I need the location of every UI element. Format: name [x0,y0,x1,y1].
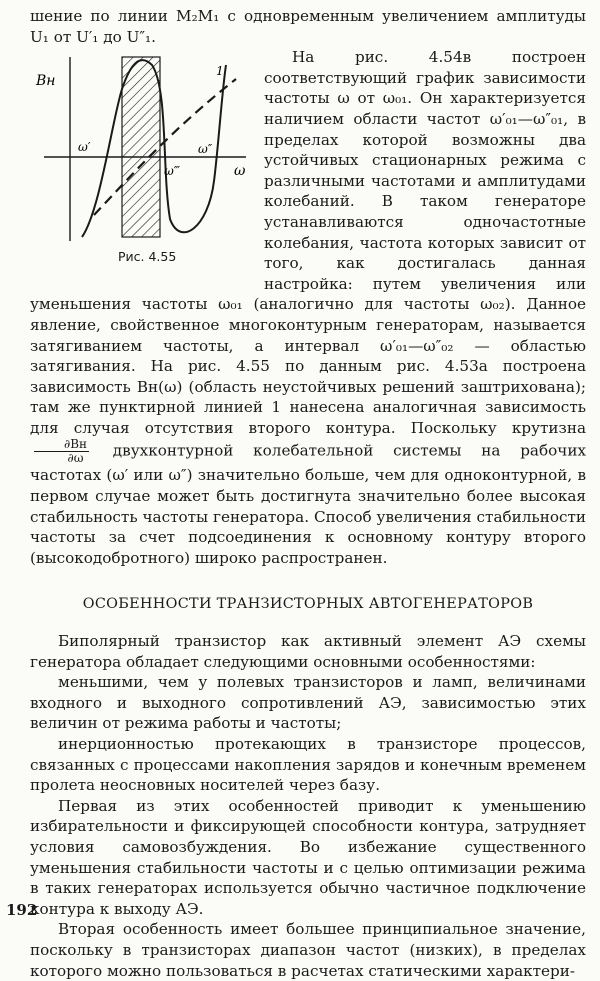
paragraph-8: Вторая особенность имеет большее принципиальное значение, поскольку в транзисторах диапазон частот (низких), в пределах которого можно пользоваться в расчетах статическими характери- [30,920,586,980]
label-omega-triple-prime: ω‴ [164,164,181,179]
section-heading: ОСОБЕННОСТИ ТРАНЗИСТОРНЫХ АВТОГЕНЕРАТОРОВ [82,596,534,613]
page [30,6,586,981]
figure-4-55 [30,51,252,287]
figure-plot [30,51,252,241]
unstable-region-hatch [122,57,160,237]
fraction-numerator: ∂Bн [34,438,89,452]
paragraph-6: инерционностью протекающих в транзисторе процессов, связанных с процессами накопления зарядов и конечным временем пролета неосновных носителей через базу. [30,735,586,795]
axis-x-label: ω [234,163,246,180]
paragraph-2-text: На рис. 4.54в построен соответствующий график зависимости частоты ω от ω₀₁. Он характеризуется наличием области частот ω′₀₁—ω″₀₁, в пределах которой возможны два устойчивых стационарных режима с различными частотами и амплитудами колебаний. В таком генераторе устанавливаются одночастотные колебания, частота которых зависит от того, как достигалась данная настройка: путем увеличения или уменьшения частоты ω₀₁ (аналогично для частоты ω₀₂). Данное явление, свойственное многоконтурным генераторам, называется затягиванием частоты, а интервал ω′₀₁—ω″₀₂ — областью затягивания. [30,48,586,376]
paragraph-2 [30,47,586,568]
page-number: 192 [6,901,38,919]
figure-caption: Рис. 4.55 [118,249,177,265]
fraction-denominator: ∂ω [67,451,84,466]
paragraph-7: Первая из этих особенностей приводит к уменьшению избирательности и фиксирующей способности контура, затрудняет условия самовозбуждения. Во избежание существенного уменьшения стабильности частоты и с целью оптимизации режима в таких генераторах используется обычно частичное подключение контура к выходу АЭ. [30,796,586,918]
fraction-dB-domega [34,438,89,465]
paragraph-4: Биполярный транзистор как активный элемент АЭ схемы генератора обладает следующими основными особенностями: [30,632,586,671]
paragraph-1: шение по линии M₂M₁ с одновременным увеличением амплитуды U₁ от U′₁ до U″₁. [30,7,586,46]
label-curve-1: 1 [216,64,224,79]
label-omega-double-prime: ω″ [198,142,213,157]
label-omega-prime: ω′ [78,140,91,155]
paragraph-3-lead: На рис. 4.55 по данным рис. 4.53а построена зависимость Bн(ω) (область неустойчивых решений заштрихована); там же пунктирной линией 1 нанесена аналогичная зависимость для случая отсутствия второго контура. Поскольку крутизна [30,357,586,437]
paragraph-5: меньшими, чем у полевых транзисторов и ламп, величинами входного и выходного сопротивлений АЭ, зависимостью этих величин от режима работы и частоты; [30,673,586,733]
axis-y-label: Bн [36,73,56,90]
paragraph-3-tail: двухконтурной колебательной системы на рабочих частотах (ω′ или ω″) значительно больше, чем для одноконтурной, в первом случае может быть достигнута значительно более высокая стабильность частоты генератора. Способ увеличения стабильности частоты за счет подсоединения к основному контуру второго (высокодобротного) широко распространен. [30,441,587,567]
